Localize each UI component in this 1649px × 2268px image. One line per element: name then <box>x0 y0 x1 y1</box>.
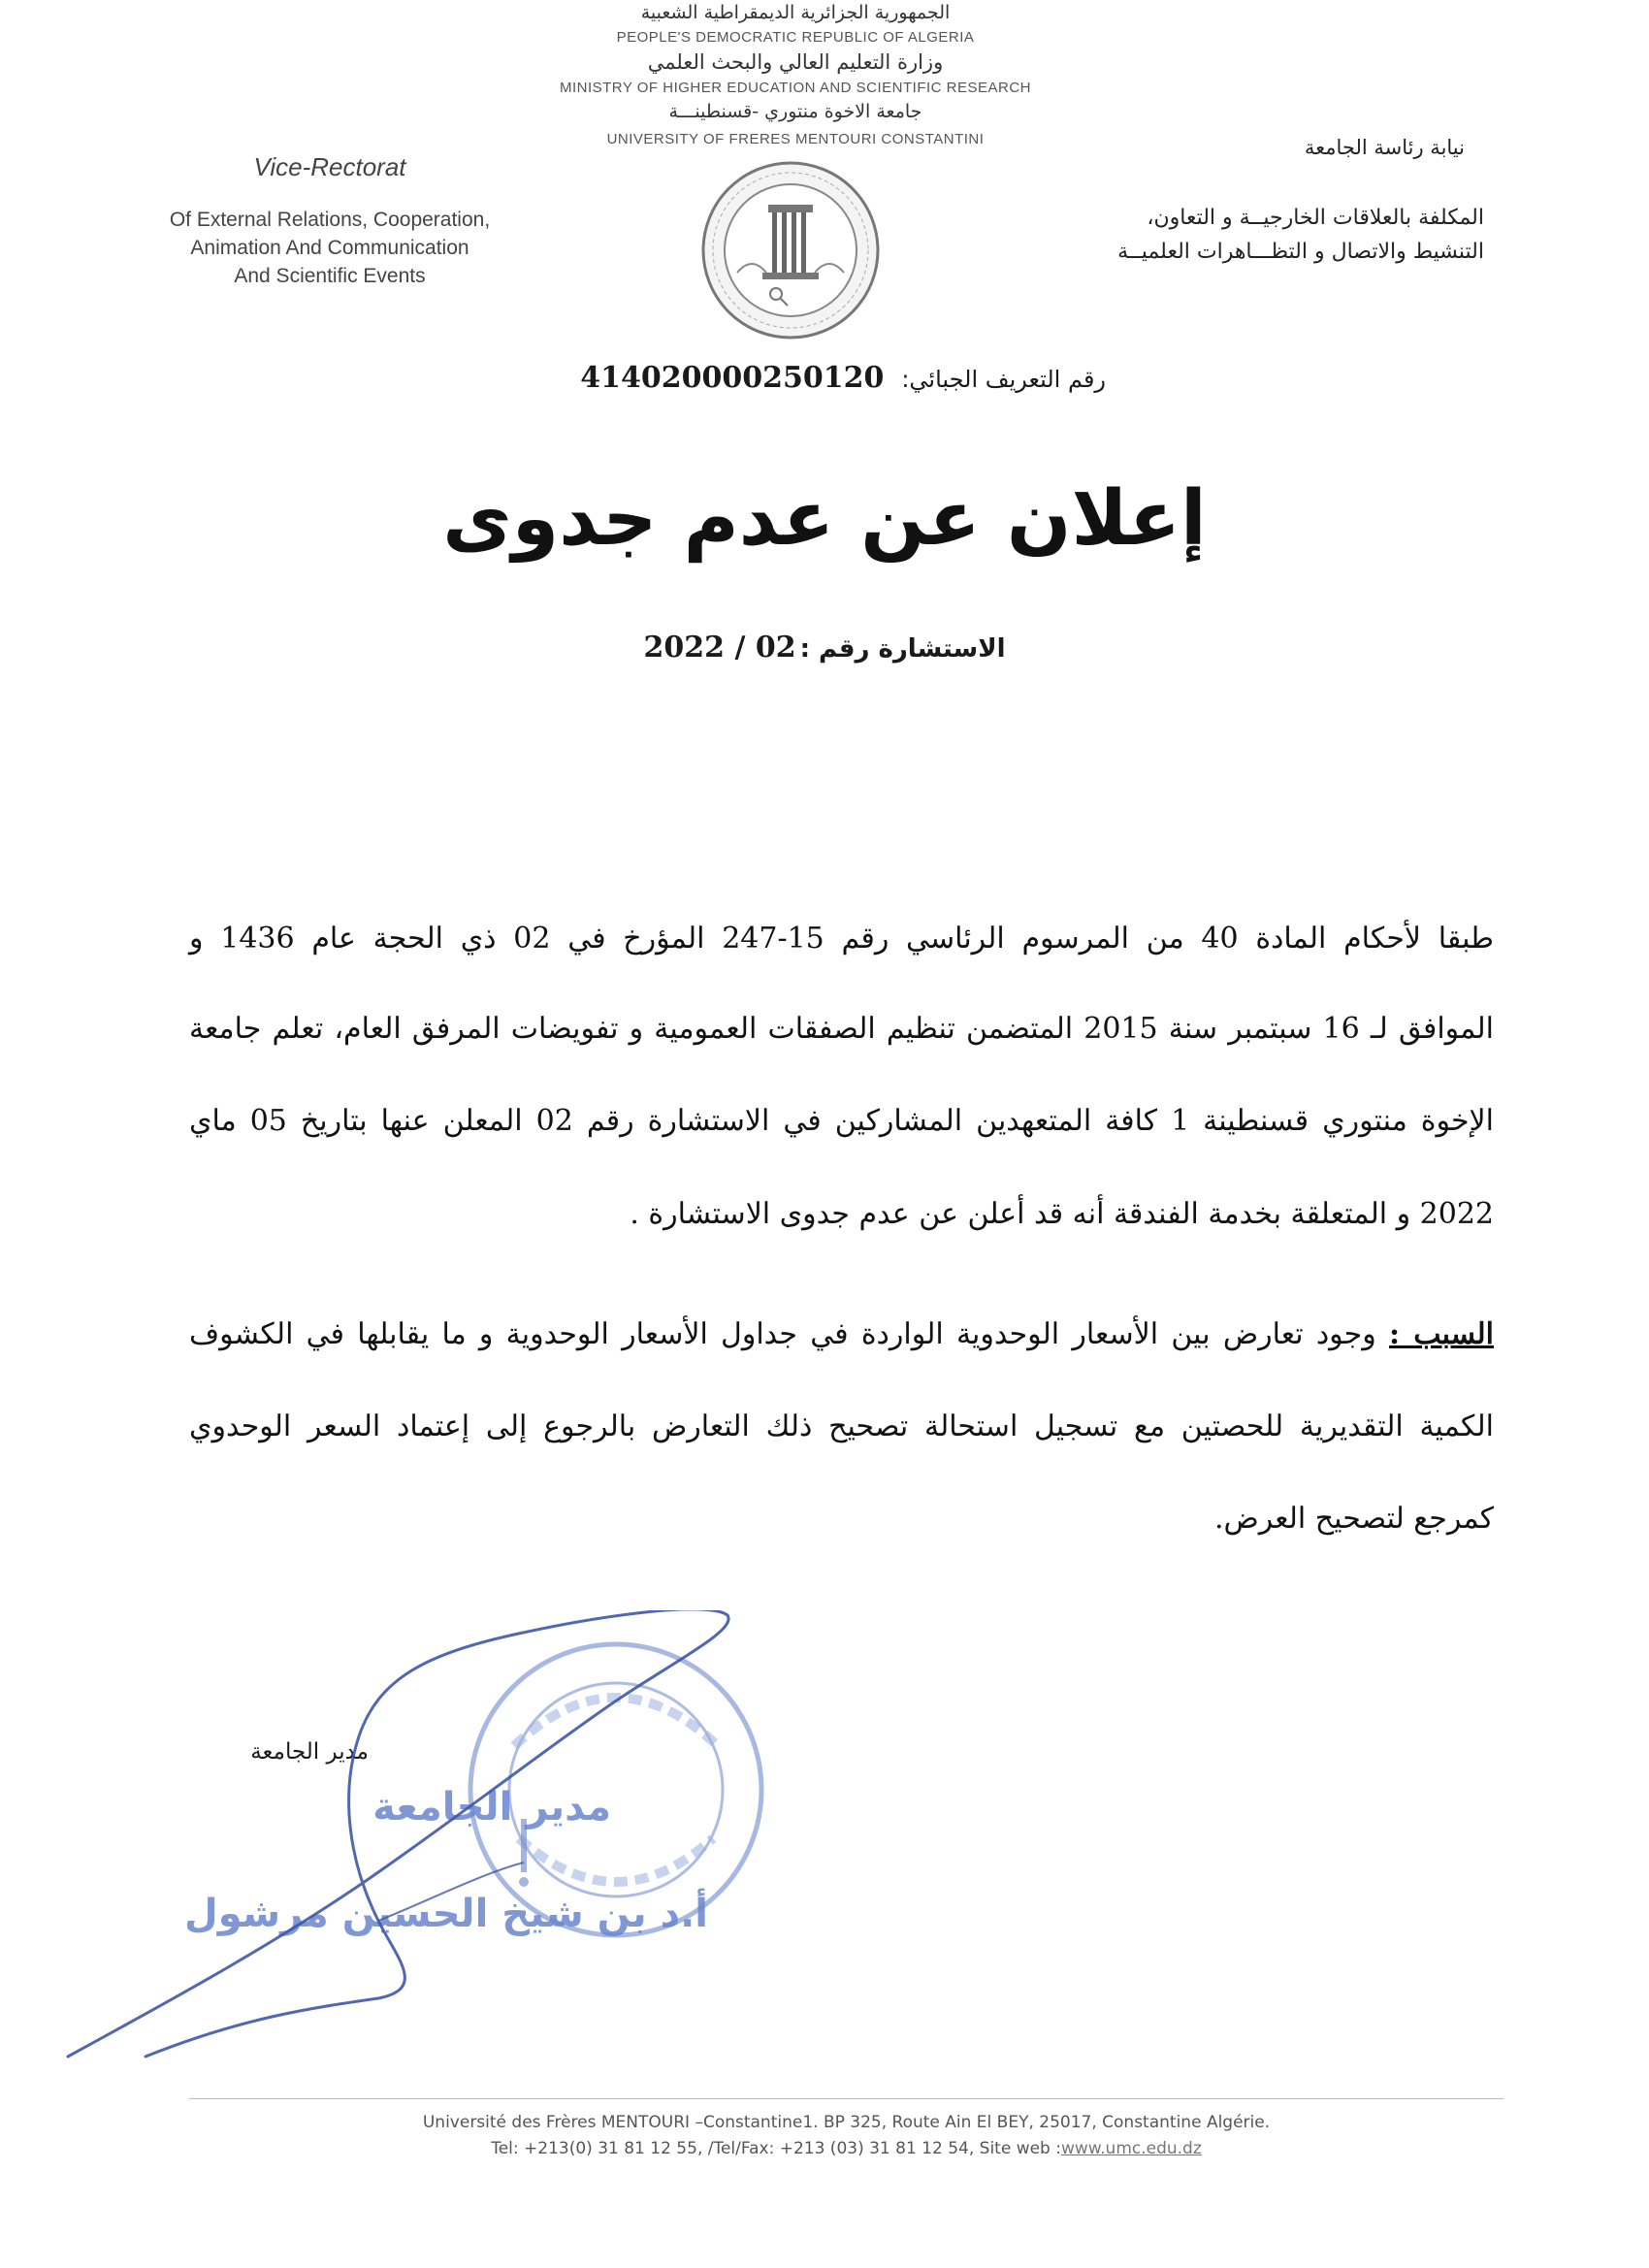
stamp-name: أ.د بن شيخ الحسين مرشول <box>184 1892 708 1936</box>
handwritten-signature-icon <box>58 1610 757 2076</box>
university-arabic: جامعة الاخوة منتوري -قسنطينـــة <box>668 101 922 122</box>
vice-rectorat-arabic-line-2: التنشيط والاتصال و التظـــاهرات العلميــة <box>1117 240 1484 264</box>
tax-id-row <box>563 361 1106 395</box>
reason-line-3: كمرجع لتصحيح العرض. <box>1213 1502 1494 1536</box>
vice-rectorat-arabic-line-1: المكلفة بالعلاقات الخارجيــة و التعاون، <box>1147 206 1484 230</box>
tax-id-value: 414020000250120 <box>580 361 885 395</box>
vice-rectorat-line-1: Of External Relations, Cooperation, <box>169 209 491 231</box>
vice-rectorat-line-2: Animation And Communication <box>190 237 469 259</box>
reason-text: وجود تعارض بين الأسعار الوحدوية الواردة في جداول الأسعار الوحدوية و ما يقابلها في الكشوف <box>189 1317 1376 1351</box>
reason-line-1 <box>189 1317 1494 1351</box>
footer-phone: Tel: +213(0) 31 81 12 55, /Tel/Fax: +213 (03) 31 81 12 54, Site web : <box>491 2139 1061 2158</box>
reason-line-2: الكمية التقديرية للحصتين مع تسجيل استحالة تصحيح ذلك التعارض بالرجوع إلى إعتماد السعر الوحدوي <box>189 1409 1494 1443</box>
vice-rectorat-title: Vice-Rectorat <box>253 152 406 181</box>
university-logo-icon <box>698 158 883 342</box>
reason-label: السبب : <box>1388 1317 1494 1351</box>
signatory-title: مدير الجامعة <box>250 1739 369 1765</box>
stamp-title: مدير الجامعة <box>372 1785 611 1830</box>
ministry-arabic: وزارة التعليم العالي والبحث العلمي <box>647 50 944 74</box>
tax-id-label: رقم التعريف الجبائي: <box>901 366 1106 393</box>
consultation-row <box>582 631 1067 664</box>
consultation-label: الاستشارة رقم : <box>799 634 1006 664</box>
paragraph-line: 2022 و المتعلقة بخدمة الفندقة أنه قد أعلن عن عدم جدوى الاستشارة . <box>630 1197 1494 1231</box>
vice-rectorat-arabic-title: نيابة رئاسة الجامعة <box>1304 136 1465 159</box>
footer-contact <box>189 2139 1504 2158</box>
paragraph-line: الموافق لـ 16 سبتمبر سنة 2015 المتضمن تنظيم الصفقات العمومية و تفويضات المرفق العام، تعلم جامعة <box>189 1012 1494 1046</box>
consultation-number: 2022 / 02 <box>643 631 796 664</box>
vice-rectorat-line-3: And Scientific Events <box>234 265 426 287</box>
paragraph-line: الإخوة منتوري قسنطينة 1 كافة المتعهدين المشاركين في الاستشارة رقم 02 المعلن عنها بتاريخ 05 ماي <box>189 1104 1494 1138</box>
footer-address: Université des Frères MENTOURI –Constantine1. BP 325, Route Ain El BEY, 25017, Constantine Algérie. <box>422 2113 1271 2132</box>
republic-arabic: الجمهورية الجزائرية الديمقراطية الشعبية <box>640 2 951 23</box>
announcement-title: إعلان عن عدم جدوى <box>442 475 1207 563</box>
university-english: UNIVERSITY OF FRERES MENTOURI CONSTANTINI <box>606 131 985 147</box>
republic-english: PEOPLE'S DEMOCRATIC REPUBLIC OF ALGERIA <box>616 29 975 46</box>
footer-divider <box>189 2098 1504 2099</box>
ministry-english: MINISTRY OF HIGHER EDUCATION AND SCIENTIFIC RESEARCH <box>559 80 1032 96</box>
paragraph-line: طبقا لأحكام المادة 40 من المرسوم الرئاسي رقم 15-247 المؤرخ في 02 ذي الحجة عام 1436 و <box>189 922 1495 956</box>
footer-website-link[interactable]: www.umc.edu.dz <box>1060 2139 1202 2158</box>
